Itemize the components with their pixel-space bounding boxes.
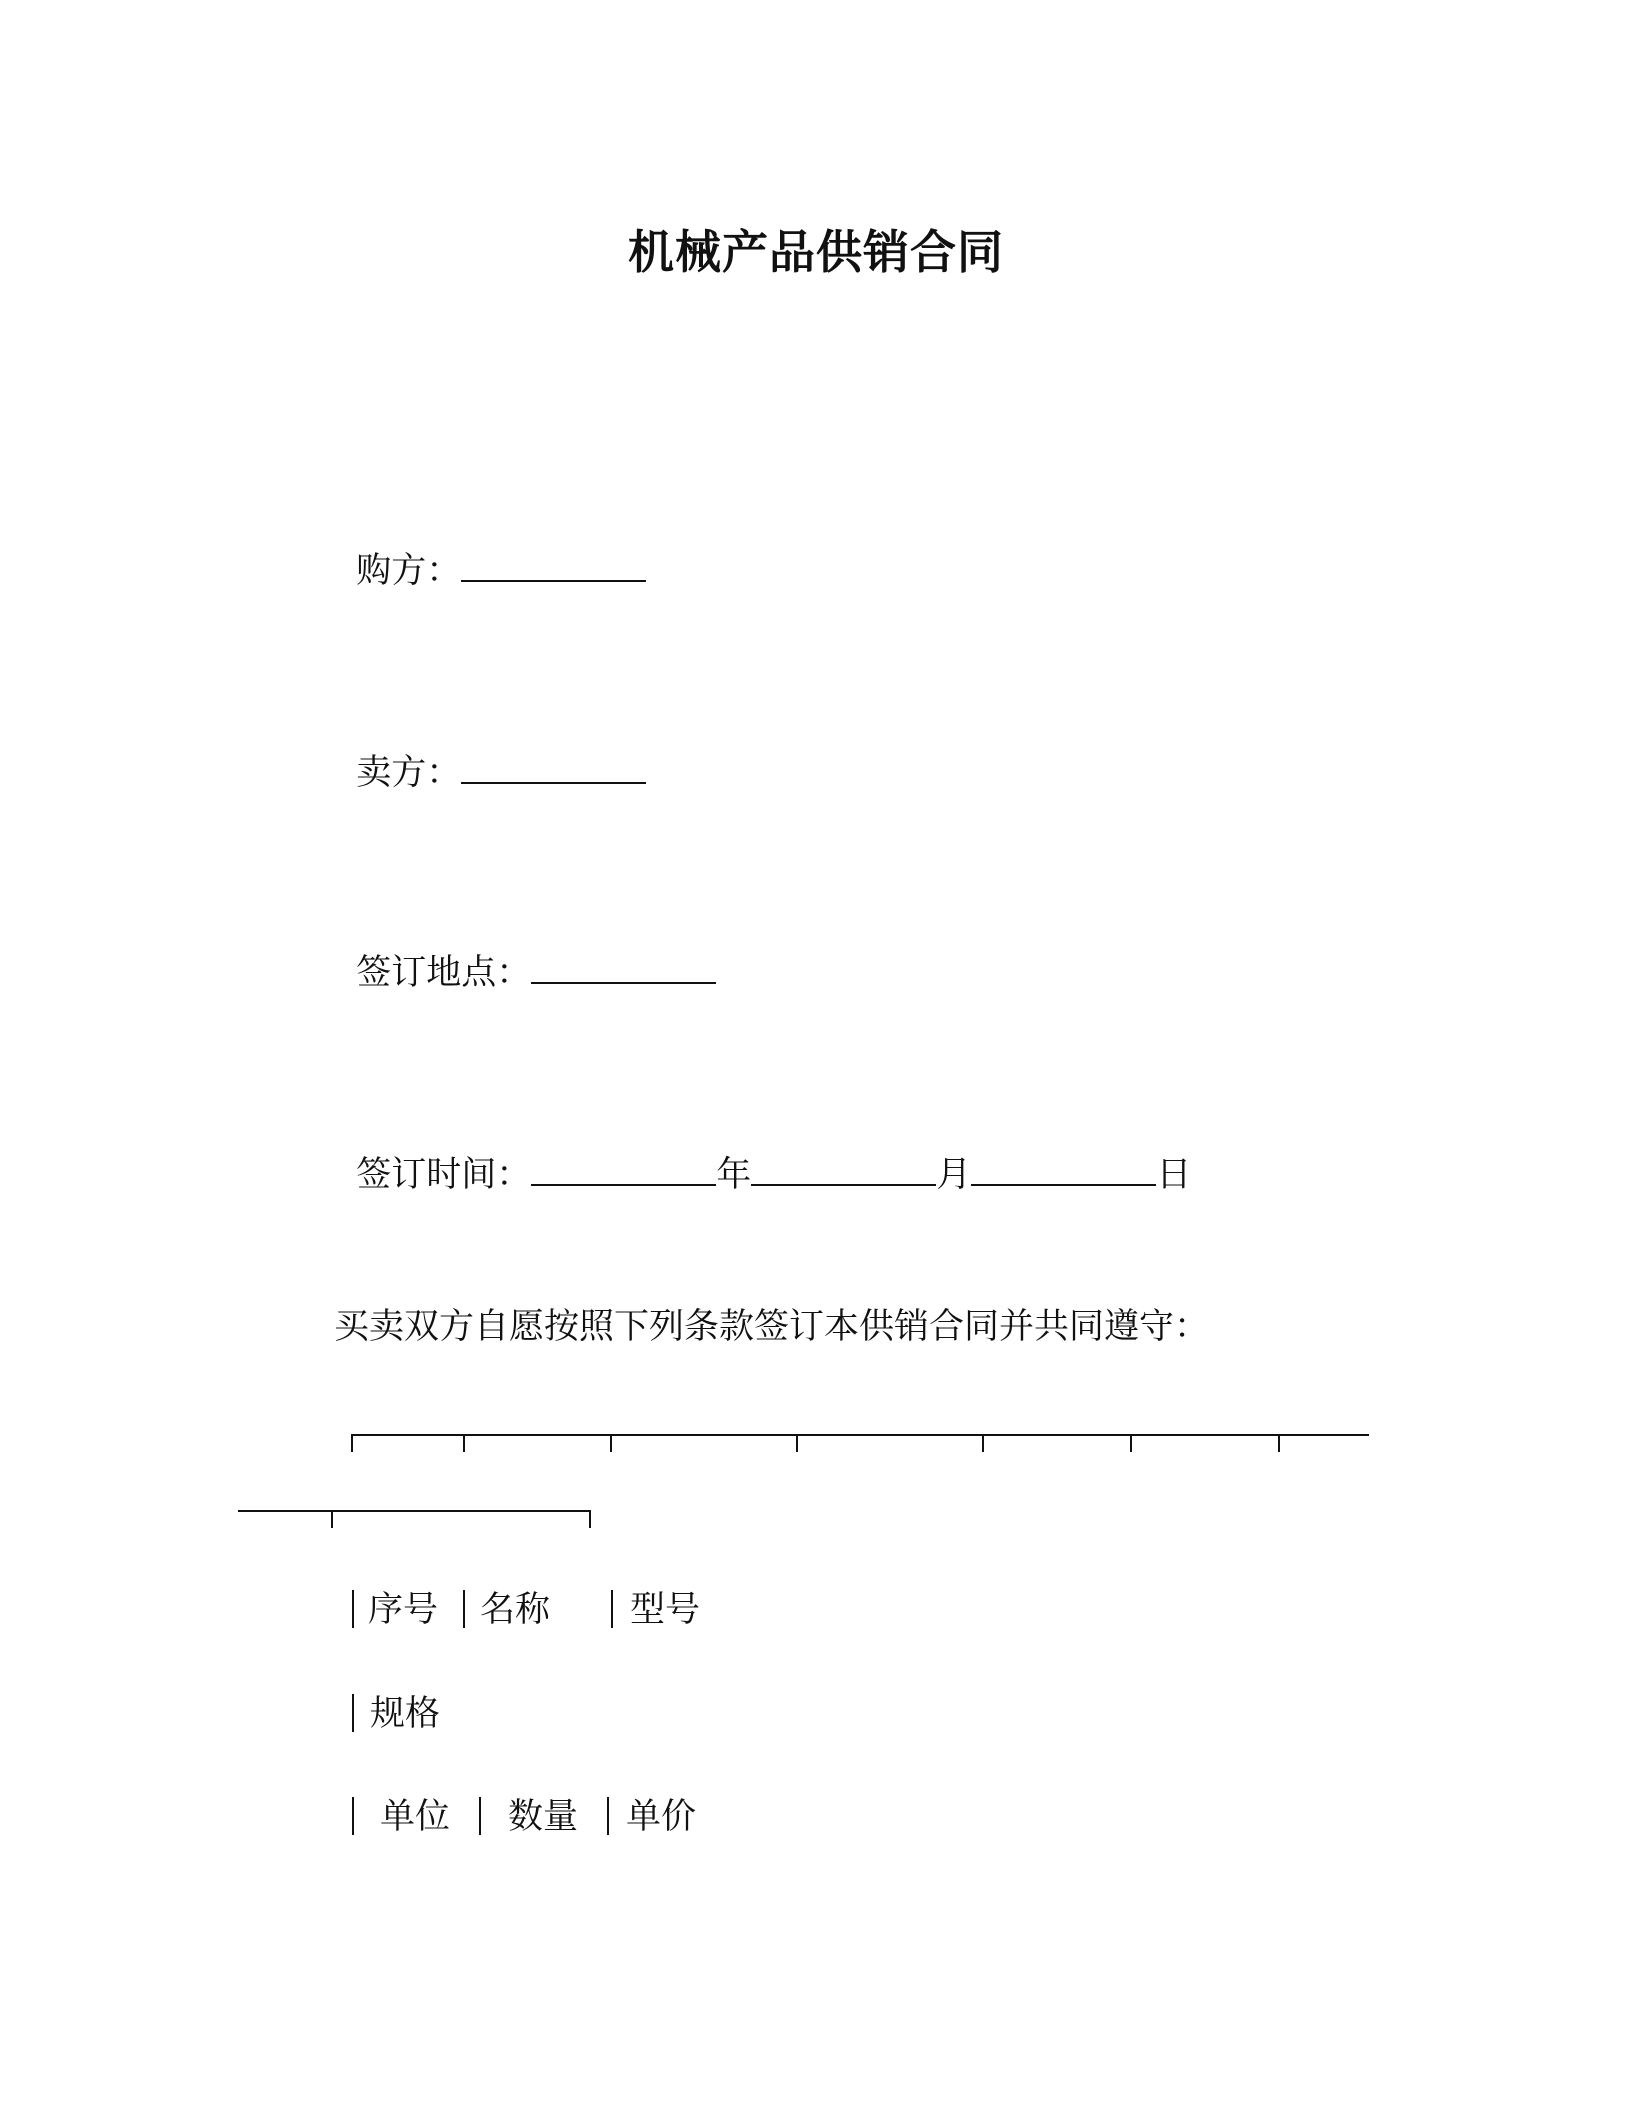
table-tick bbox=[982, 1434, 984, 1452]
seller-line bbox=[334, 698, 646, 798]
year-blank[interactable] bbox=[531, 1152, 716, 1186]
day-label: 日 bbox=[1156, 1155, 1192, 1195]
table-tick bbox=[351, 1434, 353, 1452]
buyer-blank[interactable] bbox=[461, 548, 646, 582]
header-cell-index: 序号 bbox=[368, 1590, 439, 1630]
year-label: 年 bbox=[716, 1155, 752, 1195]
header-cell-unit-price: 单价 bbox=[626, 1797, 697, 1837]
table-tick bbox=[463, 1434, 465, 1452]
table-top-rule bbox=[351, 1434, 1369, 1436]
table-tick bbox=[1278, 1434, 1280, 1452]
buyer-line bbox=[334, 496, 646, 596]
table-divider bbox=[463, 1590, 465, 1628]
table-divider bbox=[479, 1797, 481, 1835]
month-blank[interactable] bbox=[751, 1152, 936, 1186]
table-tick bbox=[796, 1434, 798, 1452]
table-divider bbox=[607, 1797, 609, 1835]
day-blank[interactable] bbox=[971, 1152, 1156, 1186]
table-divider bbox=[352, 1694, 354, 1732]
header-cell-model: 型号 bbox=[630, 1590, 701, 1630]
place-label: 签订地点： bbox=[356, 953, 532, 993]
table-tick bbox=[1130, 1434, 1132, 1452]
table-divider bbox=[352, 1797, 354, 1835]
header-cell-spec: 规格 bbox=[370, 1694, 441, 1734]
seller-blank[interactable] bbox=[461, 750, 646, 784]
page-title: 机械产品供销合同 bbox=[628, 225, 1004, 279]
place-line bbox=[334, 898, 716, 998]
table-divider bbox=[611, 1590, 613, 1628]
table-tick bbox=[610, 1434, 612, 1452]
place-blank[interactable] bbox=[531, 950, 716, 984]
header-cell-unit: 单位 bbox=[380, 1797, 451, 1837]
table-tick bbox=[331, 1510, 333, 1528]
time-line bbox=[334, 1100, 1191, 1200]
month-label: 月 bbox=[936, 1155, 972, 1195]
table-divider bbox=[352, 1590, 354, 1628]
header-cell-name: 名称 bbox=[480, 1590, 551, 1630]
buyer-label: 购方： bbox=[356, 551, 462, 591]
header-cell-quantity: 数量 bbox=[508, 1797, 579, 1837]
time-label: 签订时间： bbox=[356, 1155, 532, 1195]
intro-text: 买卖双方自愿按照下列条款签订本供销合同并共同遵守： bbox=[334, 1307, 1210, 1347]
table-tick bbox=[589, 1510, 591, 1528]
table-second-rule bbox=[238, 1510, 590, 1512]
seller-label: 卖方： bbox=[356, 753, 462, 793]
